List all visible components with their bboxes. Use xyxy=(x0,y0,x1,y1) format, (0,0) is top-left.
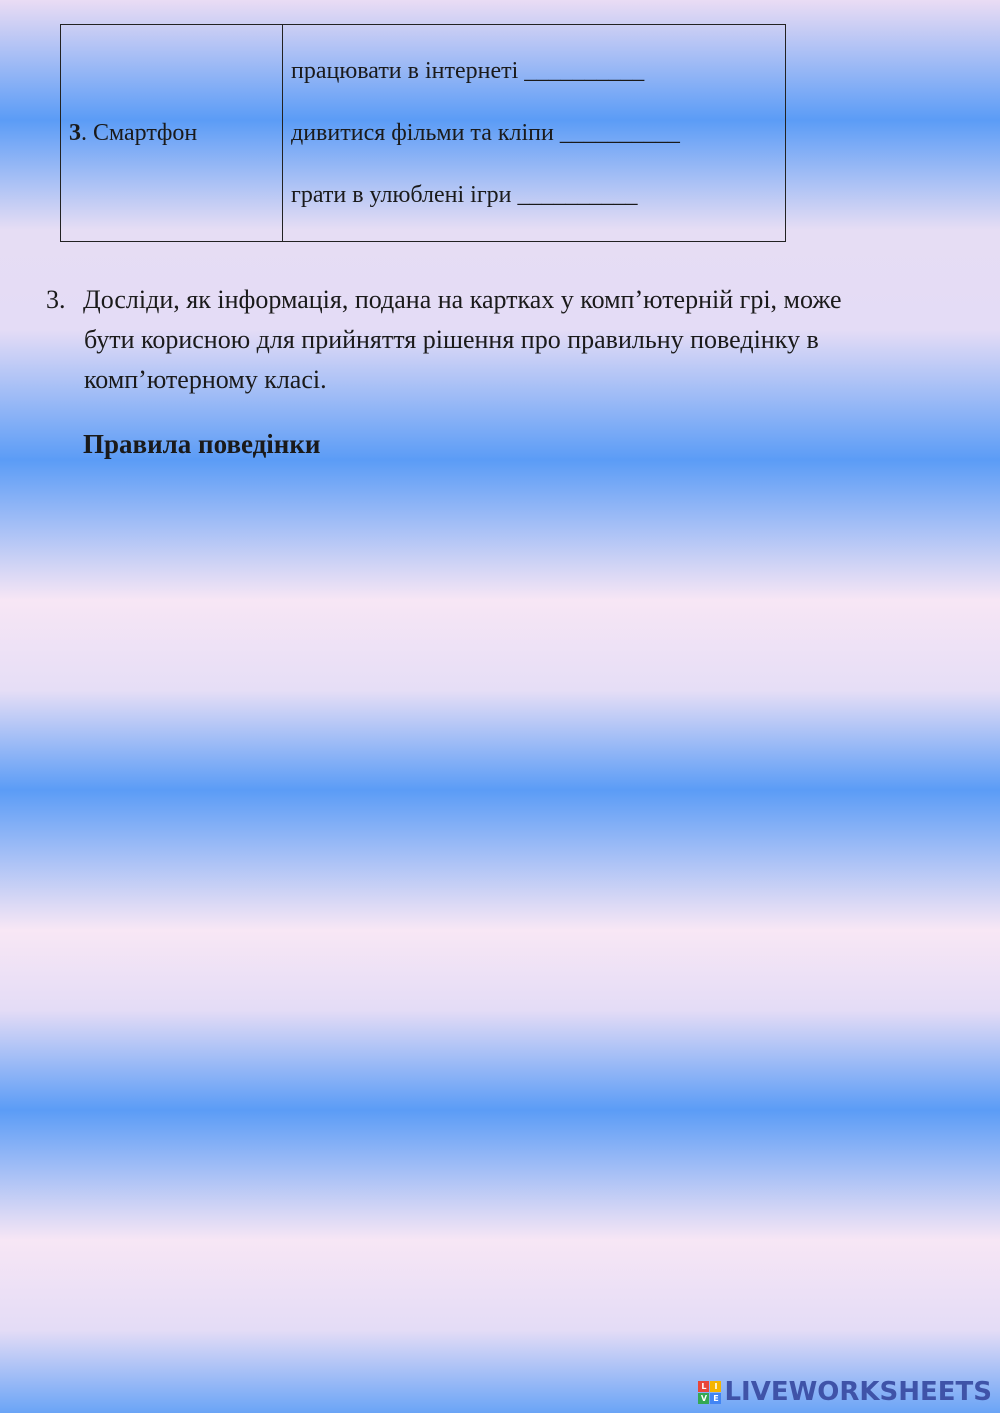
liveworksheets-logo-icon xyxy=(698,1381,721,1404)
logo-letter: E xyxy=(710,1393,721,1404)
device-number: 3 xyxy=(69,119,81,146)
task-text-line: комп’ютерному класі. xyxy=(84,365,327,394)
logo-letter: I xyxy=(710,1381,721,1392)
action-line: грати в улюблені ігри __________ xyxy=(291,182,638,208)
device-actions-table xyxy=(60,24,786,242)
action-line: працювати в інтернеті __________ xyxy=(291,58,645,84)
rules-heading: Правила поведінки xyxy=(83,429,321,459)
task-text xyxy=(84,280,976,400)
logo-letter: V xyxy=(698,1393,709,1404)
table-row xyxy=(61,25,786,242)
actions-cell xyxy=(283,25,786,242)
task-text-line: бути корисною для прийняття рішення про правильну поведінку в xyxy=(84,325,819,354)
liveworksheets-brand[interactable] xyxy=(698,1377,992,1407)
device-name: . Смартфон xyxy=(81,119,198,146)
task-3 xyxy=(46,280,976,400)
device-cell xyxy=(61,25,283,242)
task-number: 3. xyxy=(46,285,66,314)
action-line: дивитися фільми та кліпи __________ xyxy=(291,120,680,146)
brand-text: LIVEWORKSHEETS xyxy=(724,1377,992,1407)
logo-letter: L xyxy=(698,1381,709,1392)
task-text-line: Досліди, як інформація, подана на картках у комп’ютерній грі, може xyxy=(83,285,842,314)
